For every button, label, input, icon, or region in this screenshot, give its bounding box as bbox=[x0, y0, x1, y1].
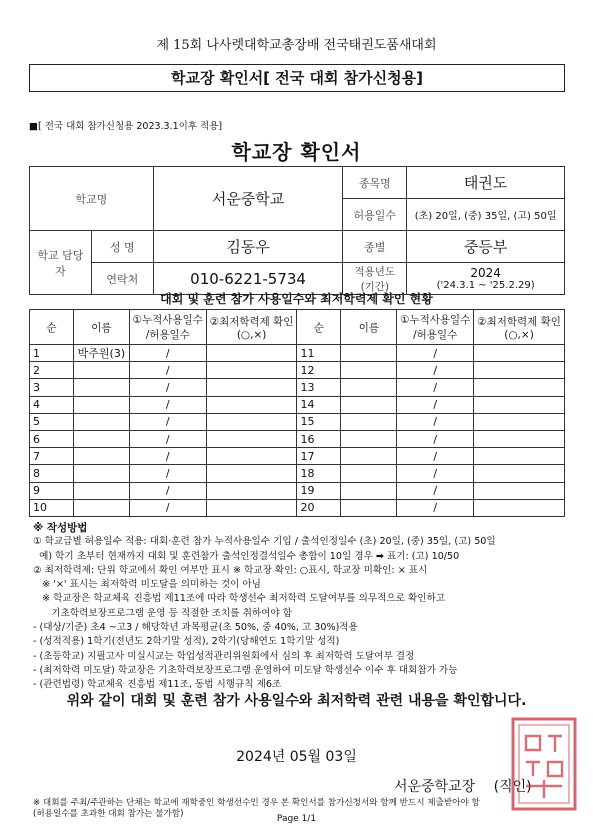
participation-table bbox=[29, 309, 565, 517]
row-check bbox=[474, 465, 565, 482]
row-days: / bbox=[397, 499, 474, 516]
confirmation-statement: 위와 같이 대회 및 훈련 참가 사용일수와 최저학력 관련 내용을 확인합니다. bbox=[66, 693, 527, 709]
instruction-line: ※ '×' 표시는 최저학력 미도달을 의미하는 것이 아님 bbox=[33, 579, 261, 591]
header-check-left: ②최저학력제 확인(○,×) bbox=[206, 310, 297, 345]
table-row bbox=[30, 379, 565, 396]
header-name-left: 이름 bbox=[73, 310, 129, 345]
row-check bbox=[206, 430, 297, 447]
school-value: 서운중학교 bbox=[153, 167, 343, 231]
row-days: / bbox=[397, 448, 474, 465]
instruction-line: - (성적적용) 1학기(전년도 2학기말 성적), 2학기(당해연도 1학기말 성적) bbox=[33, 636, 340, 648]
row-check bbox=[474, 448, 565, 465]
row-name: 박주원(3) bbox=[73, 345, 129, 362]
row-name bbox=[341, 379, 397, 396]
participation-title: 대회 및 훈련 참가 사용일수와 최저학력제 확인 현황 bbox=[160, 292, 433, 306]
table-row bbox=[30, 345, 565, 362]
issue-date: 2024년 05월 03일 bbox=[236, 749, 357, 765]
header-name-right: 이름 bbox=[341, 310, 397, 345]
instruction-line: - (초등학교) 지필고사 미실시교는 학업성적관리위원회에서 심의 후 최저학력 도달여부 결정 bbox=[33, 650, 415, 662]
row-days: / bbox=[397, 482, 474, 499]
row-name bbox=[73, 499, 129, 516]
year-value: 2024 bbox=[470, 266, 501, 280]
row-days: / bbox=[397, 345, 474, 362]
row-name bbox=[73, 448, 129, 465]
row-name bbox=[341, 482, 397, 499]
row-check bbox=[206, 379, 297, 396]
row-check bbox=[206, 396, 297, 413]
contact-label: 연락처 bbox=[91, 263, 153, 295]
sport-label: 종목명 bbox=[343, 167, 407, 199]
seal-label: (직인) bbox=[493, 779, 532, 795]
footnote-line-2: (허용일수를 초과한 대회 참가는 불가함) bbox=[33, 809, 184, 819]
application-note: ■[ 전국 대회 참가신청용 2023.3.1이후 적용] bbox=[29, 121, 223, 132]
row-days: / bbox=[129, 345, 206, 362]
row-days: / bbox=[129, 413, 206, 430]
row-check bbox=[206, 482, 297, 499]
row-name bbox=[73, 482, 129, 499]
document-box-title: 학교장 확인서[ 전국 대회 참가신청용] bbox=[29, 64, 565, 92]
manager-label: 학교 담당자 bbox=[30, 231, 92, 295]
row-no: 9 bbox=[30, 482, 74, 499]
division-value: 중등부 bbox=[407, 231, 565, 263]
instruction-line: ※ 학교장은 학교체육 진흥법 제11조에 따라 학생선수 최저학력 도달여부를 의무적으로 확인하고 bbox=[33, 593, 446, 605]
row-name bbox=[73, 430, 129, 447]
page-number: Page 1/1 bbox=[276, 814, 317, 824]
row-name bbox=[341, 430, 397, 447]
name-value: 김동우 bbox=[153, 231, 343, 263]
row-no: 5 bbox=[30, 413, 74, 430]
row-name bbox=[73, 413, 129, 430]
row-check bbox=[474, 379, 565, 396]
allowed-days-value: (초) 20일, (중) 35일, (고) 50일 bbox=[407, 199, 565, 231]
row-no: 15 bbox=[297, 413, 341, 430]
row-days: / bbox=[129, 430, 206, 447]
row-name bbox=[341, 448, 397, 465]
row-no: 8 bbox=[30, 465, 74, 482]
row-days: / bbox=[397, 430, 474, 447]
row-check bbox=[206, 465, 297, 482]
row-name bbox=[73, 362, 129, 379]
row-name bbox=[341, 413, 397, 430]
row-days: / bbox=[129, 482, 206, 499]
row-days: / bbox=[129, 362, 206, 379]
row-no: 10 bbox=[30, 499, 74, 516]
school-info-table bbox=[29, 166, 565, 295]
table-row bbox=[30, 396, 565, 413]
allowed-days-label: 허용일수 bbox=[343, 199, 407, 231]
form-title: 학교장 확인서 bbox=[231, 140, 362, 164]
row-days: / bbox=[129, 465, 206, 482]
row-no: 14 bbox=[297, 396, 341, 413]
instruction-line: - (최저학력 미도달) 학교장은 기초학력보장프로그램 운영하여 미도달 학생선수 이수 후 대회참가 가능 bbox=[33, 664, 458, 676]
table-row bbox=[30, 448, 565, 465]
header-no-right: 순 bbox=[297, 310, 341, 345]
instruction-line: - (관련법령) 학교체육 진흥법 제11조, 동법 시행규칙 제6조 bbox=[33, 679, 282, 691]
row-days: / bbox=[129, 448, 206, 465]
row-check bbox=[206, 345, 297, 362]
row-no: 7 bbox=[30, 448, 74, 465]
instruction-line: 기초학력보장프로그램 운영 등 적절한 조치를 취하여야 함 bbox=[33, 607, 293, 619]
header-days-right: ①누적사용일수 /허용일수 bbox=[397, 310, 474, 345]
row-days: / bbox=[397, 362, 474, 379]
row-no: 13 bbox=[297, 379, 341, 396]
row-no: 6 bbox=[30, 430, 74, 447]
row-no: 1 bbox=[30, 345, 74, 362]
participation-rows bbox=[30, 345, 565, 517]
row-days: / bbox=[397, 465, 474, 482]
header-no-left: 순 bbox=[30, 310, 74, 345]
row-name bbox=[73, 465, 129, 482]
row-check bbox=[474, 362, 565, 379]
row-days: / bbox=[129, 499, 206, 516]
row-no: 16 bbox=[297, 430, 341, 447]
table-row bbox=[30, 465, 565, 482]
year-label: 적용년도 (기간) bbox=[343, 263, 407, 295]
instruction-line: ② 최저학력제: 단위 학교에서 확인 여부만 표시 ※ 학교장 확인: ○표시, 학교장 미확인: × 표시 bbox=[33, 564, 428, 576]
row-days: / bbox=[397, 379, 474, 396]
contact-value: 010-6221-5734 bbox=[153, 263, 343, 295]
row-check bbox=[474, 482, 565, 499]
table-row bbox=[30, 482, 565, 499]
instructions bbox=[33, 521, 568, 693]
instructions-lines bbox=[33, 535, 568, 692]
table-row bbox=[30, 430, 565, 447]
row-no: 11 bbox=[297, 345, 341, 362]
table-row bbox=[30, 362, 565, 379]
name-label: 성 명 bbox=[91, 231, 153, 263]
row-days: / bbox=[129, 379, 206, 396]
row-no: 18 bbox=[297, 465, 341, 482]
instruction-line: - (대상/기준) 초4 ~고3 / 해당학년 과목평균(초 50%, 중 40%, 고 30%)적용 bbox=[33, 622, 358, 634]
row-days: / bbox=[397, 413, 474, 430]
row-name bbox=[73, 396, 129, 413]
row-check bbox=[474, 499, 565, 516]
row-check bbox=[206, 362, 297, 379]
event-header: 제 15회 나사렛대학교총장배 전국태권도품새대회 bbox=[156, 38, 437, 53]
row-check bbox=[474, 413, 565, 430]
year-period: ('24.3.1 ~ '25.2.29) bbox=[436, 280, 535, 291]
row-name bbox=[341, 345, 397, 362]
row-check bbox=[474, 396, 565, 413]
row-no: 17 bbox=[297, 448, 341, 465]
row-days: / bbox=[129, 396, 206, 413]
instructions-title: ※ 작성방법 bbox=[33, 522, 88, 534]
row-no: 2 bbox=[30, 362, 74, 379]
row-check bbox=[474, 345, 565, 362]
row-name bbox=[341, 499, 397, 516]
footnote-line-1: ※ 대회를 주최/주관하는 단체는 학교에 재학중인 학생선수인 경우 본 확인서를 참가신청서와 함께 반드시 제출받아야 함 bbox=[33, 798, 480, 808]
row-check bbox=[474, 430, 565, 447]
header-check-right: ②최저학력제 확인(○,×) bbox=[474, 310, 565, 345]
row-name bbox=[341, 465, 397, 482]
row-no: 20 bbox=[297, 499, 341, 516]
sport-value: 태권도 bbox=[407, 167, 565, 199]
table-row bbox=[30, 413, 565, 430]
division-label: 종별 bbox=[343, 231, 407, 263]
row-no: 3 bbox=[30, 379, 74, 396]
row-check bbox=[206, 413, 297, 430]
instruction-line: ① 학교급별 허용일수 적용: 대회·훈련 참가 누적사용일수 기입 / 출석인정일수 (초) 20일, (중) 35일, (고) 50일 bbox=[33, 536, 496, 548]
header-days-left: ①누적사용일수 /허용일수 bbox=[129, 310, 206, 345]
instruction-line: 예) 학기 초부터 현재까지 대회 및 훈련참가 출석인정결석일수 총합이 10일 경우 ➡ 표기: (고) 10/50 bbox=[33, 550, 460, 562]
row-days: / bbox=[397, 396, 474, 413]
school-label: 학교명 bbox=[30, 167, 154, 231]
row-check bbox=[206, 448, 297, 465]
row-name bbox=[341, 362, 397, 379]
row-name bbox=[341, 396, 397, 413]
row-check bbox=[206, 499, 297, 516]
signer-name: 서운중학교장 bbox=[394, 779, 476, 795]
row-no: 12 bbox=[297, 362, 341, 379]
table-row bbox=[30, 499, 565, 516]
row-name bbox=[73, 379, 129, 396]
row-no: 4 bbox=[30, 396, 74, 413]
row-no: 19 bbox=[297, 482, 341, 499]
